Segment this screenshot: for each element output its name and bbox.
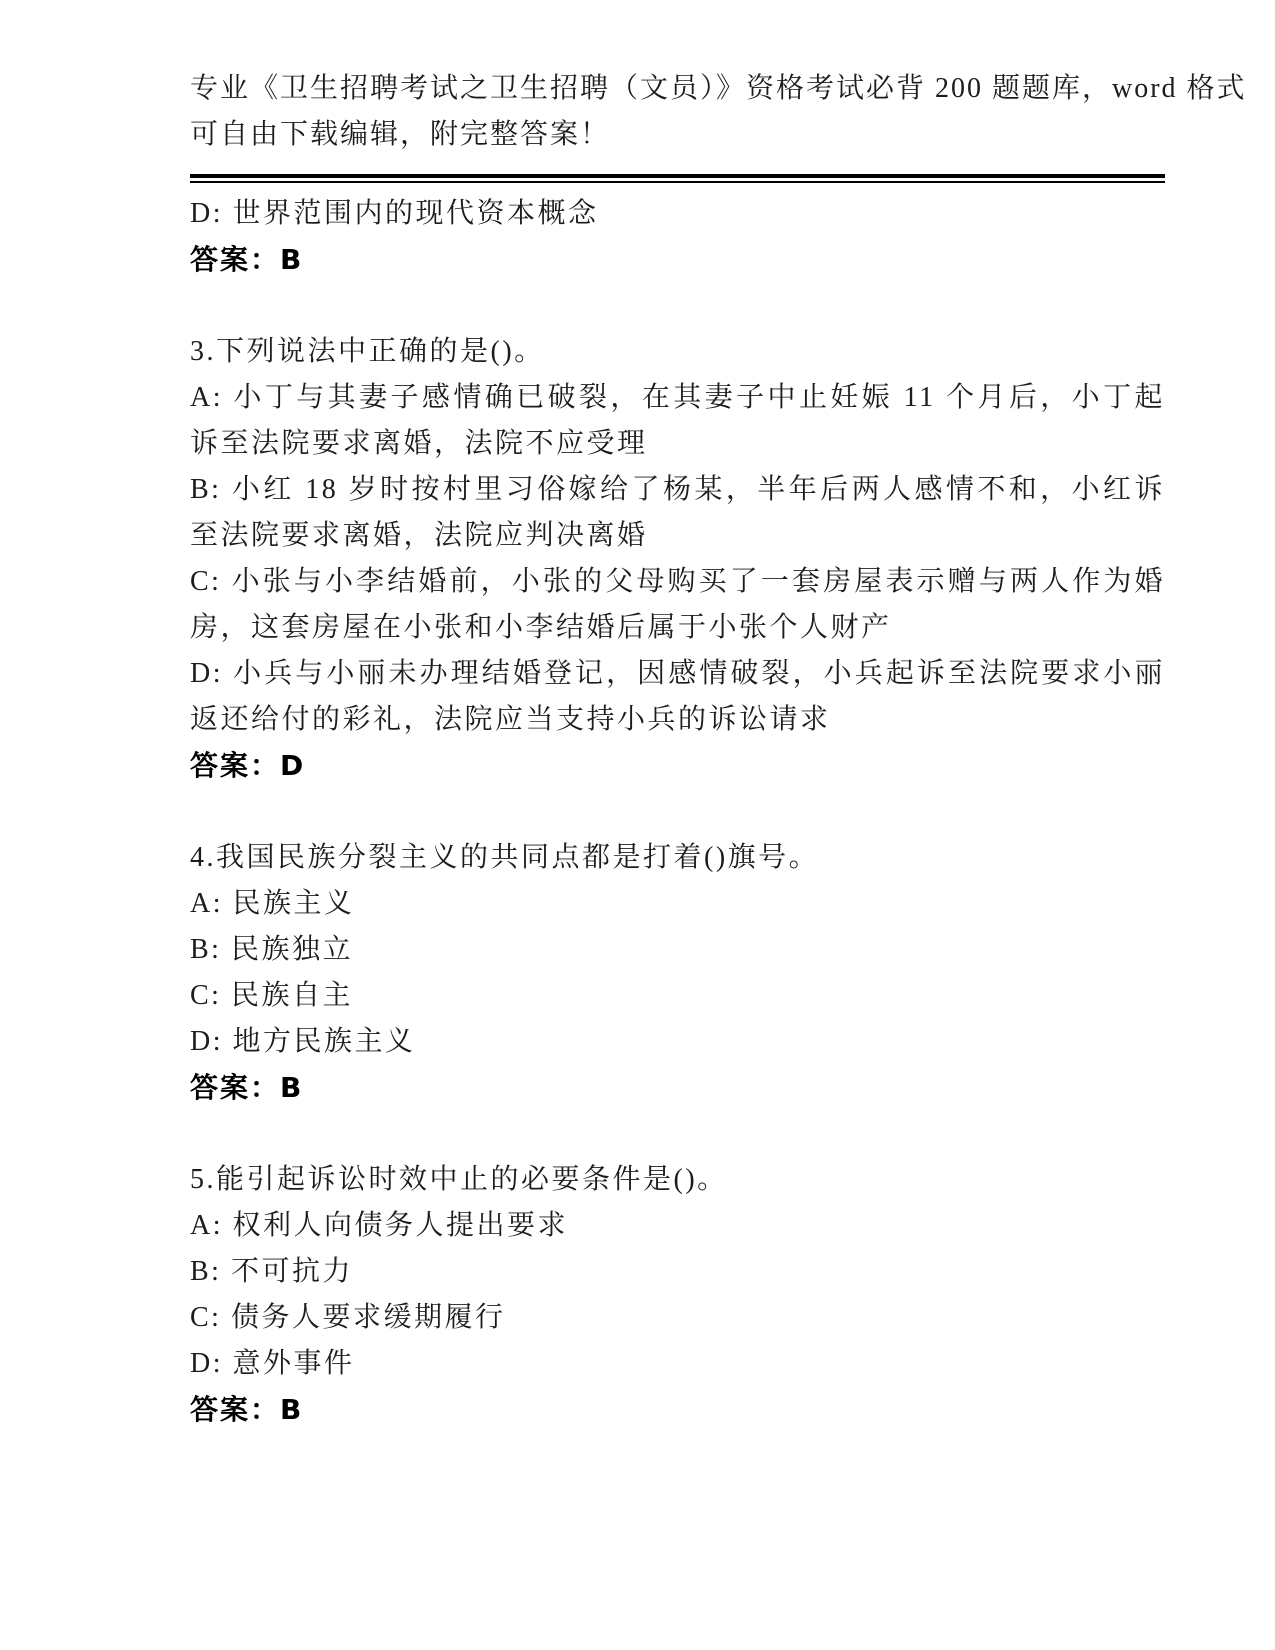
- page-content: [190, 66, 1247, 1433]
- header-line-2: 可自由下载编辑，附完整答案！: [190, 119, 611, 150]
- question-title: 5.能引起诉讼时效中止的必要条件是()。: [190, 1164, 728, 1195]
- option-line: A: 民族主义: [190, 888, 355, 919]
- option-line: D: 地方民族主义: [190, 1026, 416, 1057]
- option-line: D: 意外事件: [190, 1348, 355, 1379]
- option-line: B: 不可抗力: [190, 1256, 353, 1287]
- option-line: D: 小兵与小丽未办理结婚登记，因感情破裂，小兵起诉至法院要求小丽返还给付的彩礼，法院应当支持小兵的诉讼请求: [190, 658, 1165, 735]
- option-line: C: 小张与小李结婚前，小张的父母购买了一套房屋表示赠与两人作为婚房，这套房屋在小张和小李结婚后属于小张个人财产: [190, 566, 1165, 643]
- option-line: A: 权利人向债务人提出要求: [190, 1210, 569, 1241]
- answer-line: 答案：D: [190, 749, 306, 782]
- question-block-4: [190, 835, 1165, 1111]
- answer-line: 答案：B: [190, 1393, 304, 1426]
- option-line: B: 民族独立: [190, 934, 353, 965]
- option-line: C: 民族自主: [190, 980, 353, 1011]
- document-body: [190, 191, 1165, 1433]
- document-header: [190, 66, 1247, 158]
- answer-line: 答案：B: [190, 1071, 304, 1104]
- header-divider-rule: [190, 174, 1165, 183]
- option-line: B: 小红 18 岁时按村里习俗嫁给了杨某，半年后两人感情不和，小红诉至法院要求离婚，法院应判决离婚: [190, 474, 1165, 551]
- option-line: A: 小丁与其妻子感情确已破裂，在其妻子中止妊娠 11 个月后，小丁起诉至法院要求离婚，法院不应受理: [190, 382, 1165, 459]
- option-line: D: 世界范围内的现代资本概念: [190, 198, 599, 229]
- answer-line: 答案：B: [190, 243, 304, 276]
- header-line-1: 专业《卫生招聘考试之卫生招聘（文员）》资格考试必背 200 题题库，word 格式: [190, 73, 1247, 104]
- question-title: 3.下列说法中正确的是()。: [190, 336, 545, 367]
- question-block-5: [190, 1157, 1165, 1433]
- option-line: C: 债务人要求缓期履行: [190, 1302, 506, 1333]
- question-block-3: [190, 329, 1165, 789]
- question-title: 4.我国民族分裂主义的共同点都是打着()旗号。: [190, 842, 820, 873]
